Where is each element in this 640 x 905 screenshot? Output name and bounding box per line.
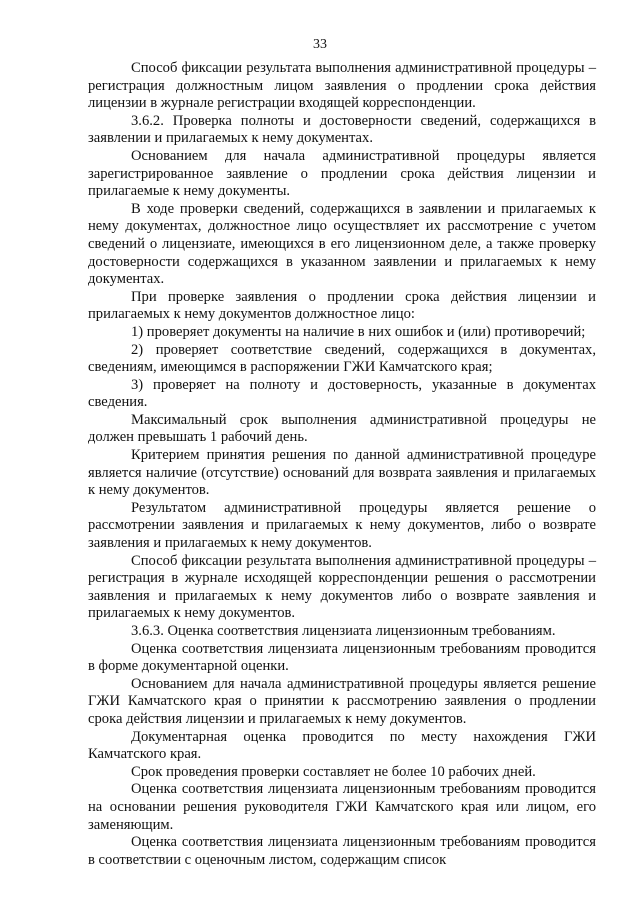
paragraph: Критерием принятия решения по данной административной процедуре является наличие (отсутствие) оснований для возврата заявления и прилагаемых к нему документов. bbox=[88, 447, 596, 499]
paragraph: Способ фиксации результата выполнения административной процедуры – регистрация должностным лицом заявления о продлении срока действия лицензии в журнале регистрации входящей корреспонденции. bbox=[88, 60, 596, 112]
paragraph: Оценка соответствия лицензиата лицензионным требованиям проводится в форме документарной оценки. bbox=[88, 640, 596, 675]
section-heading: 3.6.3. Оценка соответствия лицензиата лицензионным требованиям. bbox=[131, 623, 556, 639]
paragraph: Оценка соответствия лицензиата лицензионным требованиям проводится в соответствии с оценочным листом, содержащим список bbox=[88, 834, 596, 868]
paragraph: 3.6.2. Проверка полноты и достоверности сведений, содержащихся в заявлении и прилагаемых к нему документах. bbox=[88, 112, 596, 147]
document-body bbox=[88, 60, 596, 869]
paragraph: Основанием для начала административной процедуры является зарегистрированное заявление о продлении срока действия лицензии и прилагаемые к нему документы. bbox=[88, 147, 596, 200]
paragraph: При проверке заявления о продлении срока действия лицензии и прилагаемых к нему документов должностное лицо: bbox=[88, 288, 596, 323]
paragraph: В ходе проверки сведений, содержащихся в заявлении и прилагаемых к нему документах, должностное лицо осуществляет их рассмотрение с учетом сведений о лицензиате, имеющихся в его лицензионном деле, а также проверку достоверности содержащихся в указанном заявлении и прилагаемых к нему документах. bbox=[88, 200, 596, 288]
paragraph: Основанием для начала административной процедуры является решение ГЖИ Камчатского края о принятии к рассмотрению заявления о продлении срока действия лицензии и прилагаемых к нему документов. bbox=[88, 675, 596, 727]
paragraph: Способ фиксации результата выполнения административной процедуры – регистрация в журнале исходящей корреспонденции решения о рассмотрении заявления и прилагаемых к нему документов либо о возврате заявления и прилагаемых к нему документов. bbox=[88, 552, 596, 622]
list-item: 2) проверяет соответствие сведений, содержащихся в документах, сведениям, имеющимся в распоряжении ГЖИ Камчатского края; bbox=[88, 341, 596, 376]
paragraph: Оценка соответствия лицензиата лицензионным требованиям проводится на основании решения руководителя ГЖИ Камчатского края или лицом, его заменяющим. bbox=[88, 781, 596, 833]
paragraph: Документарная оценка проводится по месту нахождения ГЖИ Камчатского края. bbox=[88, 728, 596, 763]
paragraph: Срок проведения проверки составляет не более 10 рабочих дней. bbox=[131, 763, 536, 780]
paragraph: Результатом административной процедуры является решение о рассмотрении заявления и прилагаемых к нему документов, либо о возврате заявления и прилагаемых к нему документов. bbox=[88, 499, 596, 552]
paragraph: Максимальный срок выполнения административной процедуры не должен превышать 1 рабочий день. bbox=[88, 411, 596, 446]
list-item: 1) проверяет документы на наличие в них ошибок и (или) противоречий; bbox=[131, 323, 586, 340]
list-item: 3) проверяет на полноту и достоверность, указанные в документах сведения. bbox=[88, 376, 596, 411]
page-number: 33 bbox=[313, 37, 327, 52]
